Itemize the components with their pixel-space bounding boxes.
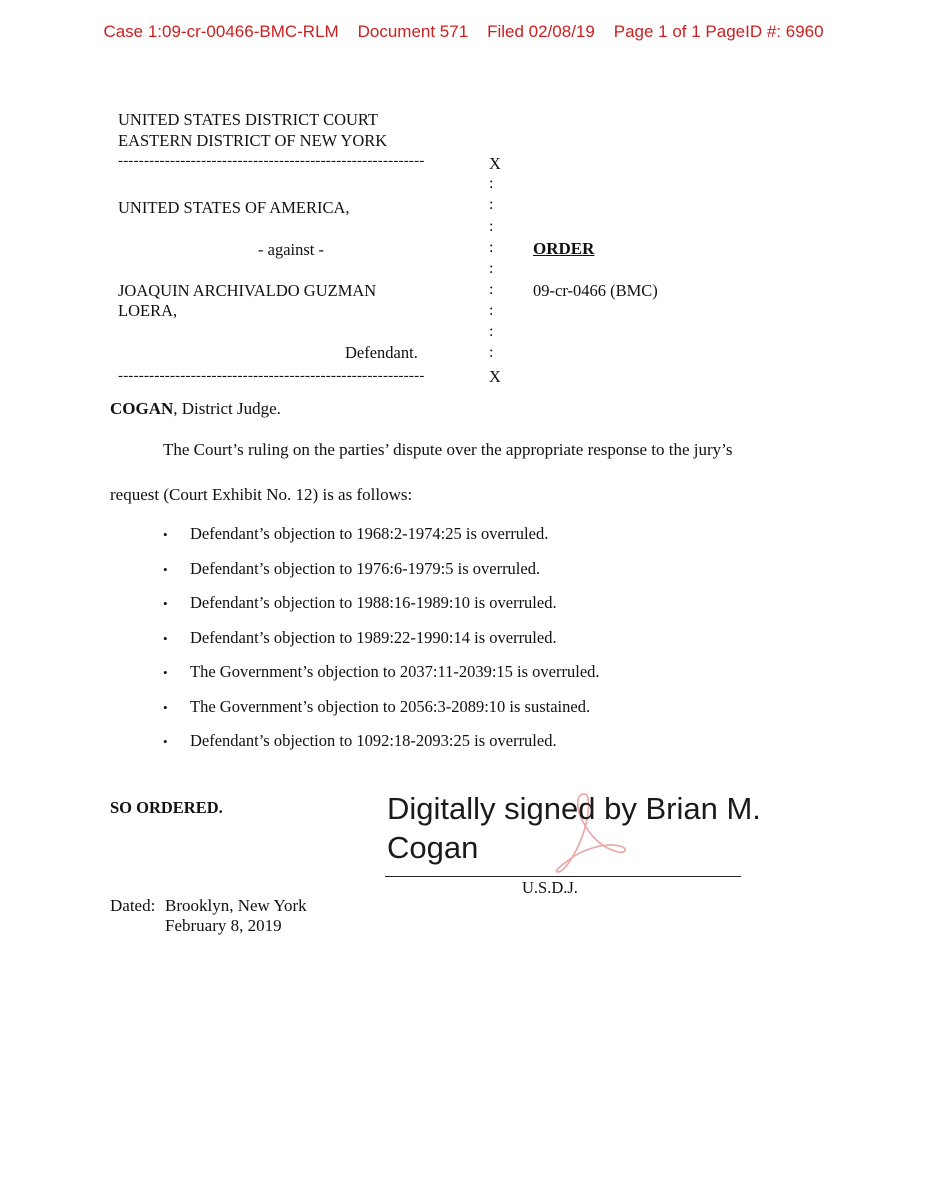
signer-title: U.S.D.J. bbox=[522, 878, 578, 897]
intro-line1: The Court’s ruling on the parties’ dispute over the appropriate response to the jury’s bbox=[163, 440, 733, 459]
case-number: 09-cr-0466 (BMC) bbox=[533, 281, 658, 300]
court-name-line1: UNITED STATES DISTRICT COURT bbox=[118, 110, 379, 129]
caption-colon: : bbox=[489, 260, 494, 277]
caption-colon: : bbox=[489, 302, 494, 319]
defendant-role: Defendant. bbox=[345, 343, 418, 362]
bullet-icon: • bbox=[163, 562, 168, 577]
bullet-icon: • bbox=[163, 734, 168, 749]
caption-colon: : bbox=[489, 175, 494, 192]
intro-line2: request (Court Exhibit No. 12) is as follows: bbox=[110, 485, 413, 504]
bullet-icon: • bbox=[163, 631, 168, 646]
caption-colon: : bbox=[489, 281, 494, 298]
dated-date: February 8, 2019 bbox=[165, 916, 282, 935]
list-item: Defendant’s objection to 1976:6-1979:5 is overruled. bbox=[190, 559, 541, 578]
list-item: Defendant’s objection to 1968:2-1974:25 is overruled. bbox=[190, 524, 549, 543]
against-label: - against - bbox=[258, 240, 324, 259]
list-item: The Government’s objection to 2037:11-2039:15 is overruled. bbox=[190, 662, 600, 681]
court-name-line2: EASTERN DISTRICT OF NEW YORK bbox=[118, 131, 388, 150]
caption-colon: : bbox=[489, 196, 494, 213]
stamp-page: Page 1 of 1 PageID #: 6960 bbox=[613, 22, 824, 41]
bullet-icon: • bbox=[163, 596, 168, 611]
judge-line bbox=[110, 399, 281, 419]
dated-label: Dated: bbox=[110, 896, 156, 915]
list-item: Defendant’s objection to 1989:22-1990:14 is overruled. bbox=[190, 628, 557, 647]
caption-bottom-x: X bbox=[489, 367, 501, 386]
defendant-name-line1: JOAQUIN ARCHIVALDO GUZMAN bbox=[118, 281, 377, 300]
bullet-icon: • bbox=[163, 527, 168, 542]
signature-rule bbox=[385, 876, 741, 877]
caption-top-rule: ----------------------------------------------------------- bbox=[118, 153, 425, 169]
filing-stamp bbox=[0, 22, 927, 42]
judge-name: COGAN bbox=[110, 399, 174, 418]
caption-colon: : bbox=[489, 239, 494, 256]
list-item: Defendant’s objection to 1988:16-1989:10 is overruled. bbox=[190, 593, 557, 612]
so-ordered: SO ORDERED. bbox=[110, 798, 223, 817]
order-title: ORDER bbox=[533, 239, 595, 258]
stamp-document: Document 571 bbox=[357, 22, 469, 41]
caption-top-x: X bbox=[489, 154, 501, 173]
stamp-filed: Filed 02/08/19 bbox=[487, 22, 595, 41]
list-item: The Government’s objection to 2056:3-2089:10 is sustained. bbox=[190, 697, 591, 716]
bullet-icon: • bbox=[163, 665, 168, 680]
caption-bottom-rule: ----------------------------------------------------------- bbox=[118, 368, 425, 384]
defendant-name-line2: LOERA, bbox=[118, 301, 178, 320]
judge-title: , District Judge. bbox=[173, 399, 281, 418]
bullet-icon: • bbox=[163, 700, 168, 715]
caption-colon: : bbox=[489, 323, 494, 340]
dated-place: Brooklyn, New York bbox=[165, 896, 307, 915]
caption-colon: : bbox=[489, 218, 494, 235]
digital-signature-line1: Digitally signed by Brian M. bbox=[387, 791, 761, 826]
digital-signature-line2: Cogan bbox=[387, 830, 479, 865]
caption-colon: : bbox=[489, 344, 494, 361]
plaintiff-name: UNITED STATES OF AMERICA, bbox=[118, 198, 350, 217]
stamp-case: Case 1:09-cr-00466-BMC-RLM bbox=[103, 22, 339, 41]
list-item: Defendant’s objection to 1092:18-2093:25 is overruled. bbox=[190, 731, 557, 750]
